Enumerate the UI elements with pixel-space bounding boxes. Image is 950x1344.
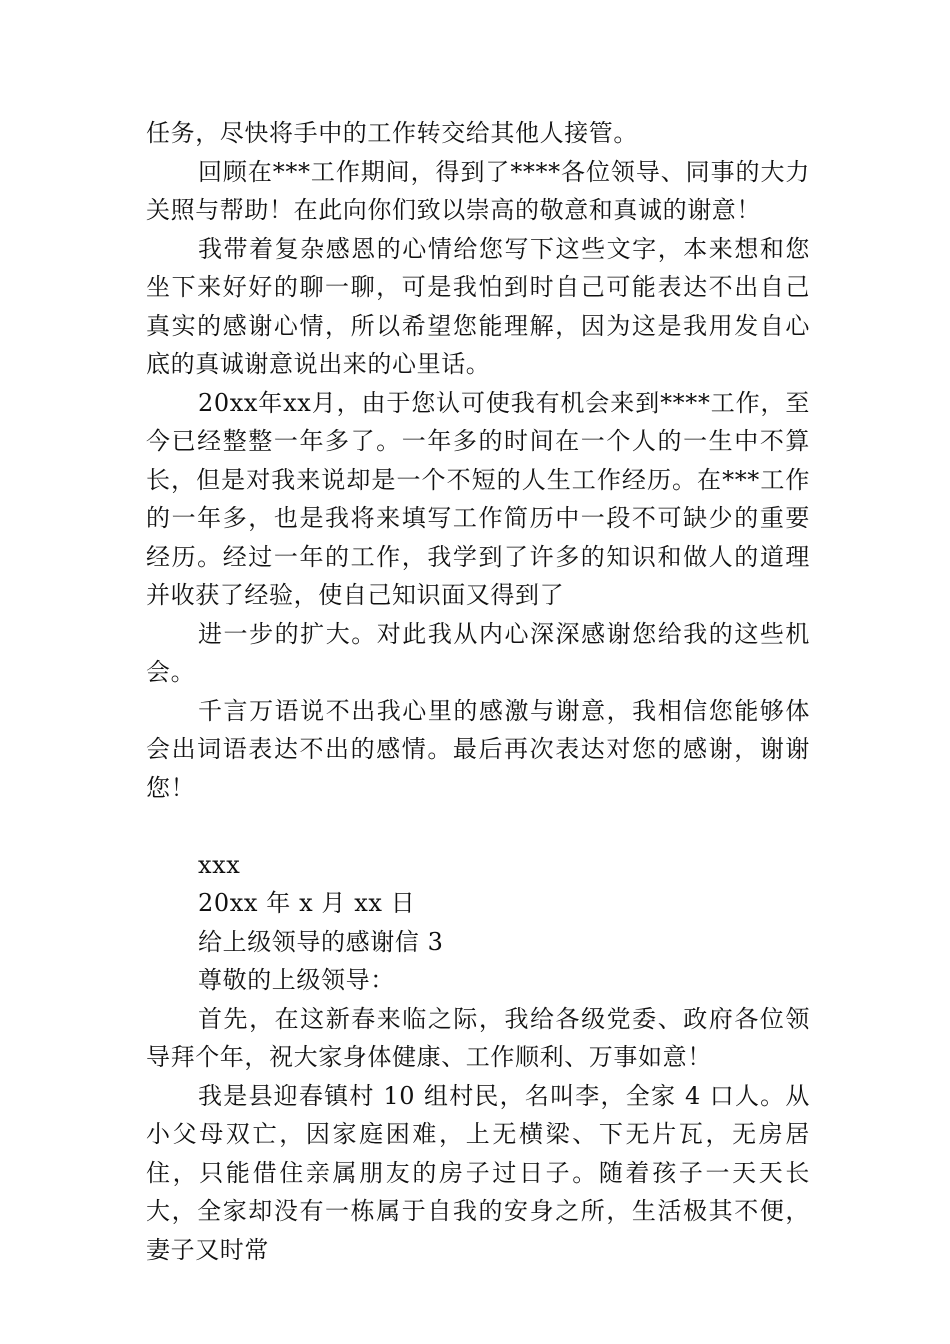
letter3-salutation: 尊敬的上级领导： [198, 966, 395, 994]
paragraph-thanks-opportunity: 进一步的扩大。对此我从内心深深感谢您给我的这些机会。 [146, 619, 810, 686]
paragraph-gratitude: 回顾在***工作期间，得到了****各位领导、同事的大力关照与帮助！在此向你们致以崇高的敬意和真诚的谢意！ [146, 157, 810, 224]
paragraph-closing: 千言万语说不出我心里的感激与谢意，我相信您能够体会出词语表达不出的感情。最后再次表达对您的感谢，谢谢您！ [146, 696, 810, 802]
blank-line [146, 807, 810, 846]
paragraph-continuation: 任务，尽快将手中的工作转交给其他人接管。 [146, 119, 638, 147]
letter3-title: 给上级领导的感谢信 3 [198, 927, 444, 956]
letter3-paragraph-background: 我是县迎春镇村 10 组村民，名叫李，全家 4 口人。从小父母双亡，因家庭困难，上无横梁、下无片瓦，无房居住，只能借住亲属朋友的房子过日子。随着孩子一天天长大，全家却没有一栋属于自我的安身之所，生活极其不便，妻子又时常 [146, 1081, 810, 1264]
letter3-paragraph-greeting: 首先，在这新春来临之际，我给各级党委、政府各位领导拜个年，祝大家身体健康、工作顺利、万事如意！ [146, 1004, 810, 1071]
paragraph-feelings: 我带着复杂感恩的心情给您写下这些文字，本来想和您坐下来好好的聊一聊，可是我怕到时自己可能表达不出自己真实的感谢心情，所以希望您能理解，因为这是我用发自心底的真诚谢意说出来的心里话。 [146, 234, 810, 378]
signature-name: xxx [198, 850, 241, 879]
letter-body [146, 114, 810, 1269]
signature-date: 20xx 年 x 月 xx 日 [198, 889, 416, 917]
paragraph-experience: 20xx年xx月，由于您认可使我有机会来到****工作，至今已经整整一年多了。一年多的时间在一个人的一生中不算长，但是对我来说却是一个不短的人生工作经历。在***工作的一年多，也是我将来填写工作简历中一段不可缺少的重要经历。经过一年的工作，我学到了许多的知识和做人的道理并收获了经验，使自己知识面又得到了 [146, 388, 810, 609]
